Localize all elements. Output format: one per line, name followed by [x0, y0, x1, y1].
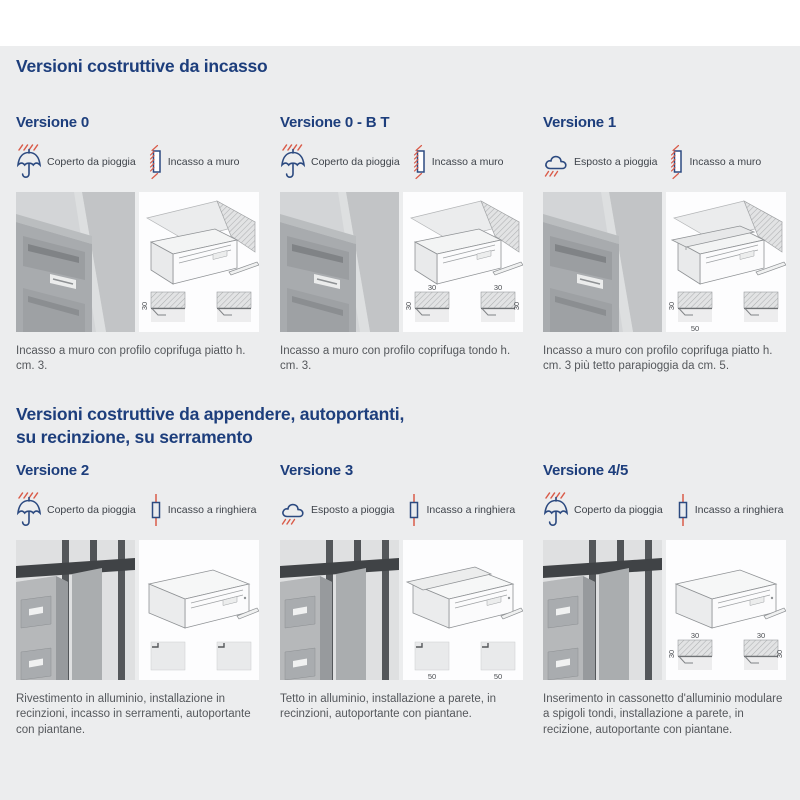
- dimension-label: 30: [493, 283, 503, 292]
- technical-drawing: [403, 540, 523, 680]
- mount-label: Incasso a muro: [689, 156, 762, 168]
- dimension-label: 30: [427, 283, 437, 292]
- weather-label: Esposto a pioggia: [311, 504, 395, 516]
- product-photo: [543, 192, 662, 332]
- version-title: Versione 4/5: [543, 462, 629, 479]
- umbrella-rain-icon: [16, 144, 42, 180]
- version-caption: Rivestimento in alluminio, installazione in recinzioni, incasso in serramenti, autoportante con piantane.: [16, 693, 251, 736]
- version-caption: Tetto in alluminio, installazione a parete, in recinzioni, autoportante con piantane.: [280, 693, 497, 721]
- installation-illustration: [16, 540, 259, 680]
- installation-illustration: [280, 192, 523, 332]
- weather-label: Esposto a pioggia: [574, 156, 658, 168]
- installation-illustration: [16, 192, 259, 332]
- technical-drawing: [139, 540, 259, 680]
- condition-icon-row: [543, 140, 786, 184]
- mount-label: Incasso a ringhiera: [426, 504, 516, 516]
- dimension-label: 30: [756, 631, 766, 640]
- dimension-label: 30: [775, 649, 784, 659]
- version-caption: Incasso a muro con profilo coprifuga piatto h. cm. 3.: [16, 345, 246, 373]
- section-title-appendere: [16, 403, 404, 449]
- railing-icon: [149, 492, 163, 528]
- installation-illustration: [543, 540, 786, 680]
- product-photo: [16, 540, 135, 680]
- weather-label: Coperto da pioggia: [47, 504, 136, 516]
- condition-icon-row: [280, 488, 523, 532]
- weather-label: Coperto da pioggia: [47, 156, 136, 168]
- technical-drawing: [666, 192, 786, 332]
- dimension-label: 30: [667, 301, 676, 311]
- railing-icon: [676, 492, 690, 528]
- condition-icon-row: [543, 488, 786, 532]
- railing-icon: [407, 492, 421, 528]
- mount-label: Incasso a muro: [431, 156, 504, 168]
- version-title: Versione 0: [16, 114, 90, 131]
- product-photo: [280, 540, 399, 680]
- cloud-rain-icon: [543, 144, 569, 180]
- section-title-line1: Versioni costruttive da appendere, autoportanti,: [16, 404, 405, 424]
- dimension-label: 50: [493, 672, 503, 680]
- mount-label: Incasso a muro: [167, 156, 240, 168]
- umbrella-rain-icon: [16, 492, 42, 528]
- dimension-label: 30: [667, 649, 676, 659]
- technical-drawing: [666, 540, 786, 680]
- section-title-incasso: Versioni costruttive da incasso: [16, 56, 268, 76]
- condition-icon-row: [280, 140, 523, 184]
- version-title: Versione 3: [280, 462, 354, 479]
- weather-label: Coperto da pioggia: [574, 504, 663, 516]
- weather-label: Coperto da pioggia: [311, 156, 400, 168]
- version-caption: Inserimento in cassonetto d'alluminio modulare a spigoli tondi, installazione a parete, in recizione, autoportante con piantane.: [543, 693, 783, 736]
- section-title-line2: su recinzione, su serramento: [16, 426, 253, 447]
- mount-label: Incasso a ringhiera: [167, 504, 257, 516]
- dimension-label: 30: [512, 301, 521, 311]
- installation-illustration: [280, 540, 523, 680]
- cloud-rain-icon: [280, 492, 306, 528]
- installation-illustration: [543, 192, 786, 332]
- dimension-label: 50: [690, 324, 700, 332]
- condition-icon-row: [16, 140, 259, 184]
- wall-section-icon: [413, 144, 427, 180]
- dimension-label: 30: [404, 301, 413, 311]
- version-caption: Incasso a muro con profilo coprifuga piatto h. cm. 3 più tetto parapioggia da cm. 5.: [543, 345, 773, 373]
- wall-section-icon: [149, 144, 163, 180]
- umbrella-rain-icon: [280, 144, 306, 180]
- version-title: Versione 1: [543, 114, 617, 131]
- product-photo: [16, 192, 135, 332]
- dimension-label: 30: [690, 631, 700, 640]
- product-photo: [543, 540, 662, 680]
- technical-drawing: [403, 192, 523, 332]
- condition-icon-row: [16, 488, 259, 532]
- wall-section-icon: [670, 144, 684, 180]
- dimension-label: 50: [427, 672, 437, 680]
- umbrella-rain-icon: [543, 492, 569, 528]
- technical-drawing: [139, 192, 259, 332]
- product-photo: [280, 192, 399, 332]
- version-title: Versione 2: [16, 462, 90, 479]
- mount-label: Incasso a ringhiera: [694, 504, 784, 516]
- version-title: Versione 0 - B T: [280, 114, 390, 131]
- dimension-label: 30: [140, 301, 149, 311]
- version-caption: Incasso a muro con profilo coprifuga tondo h. cm. 3.: [280, 345, 511, 373]
